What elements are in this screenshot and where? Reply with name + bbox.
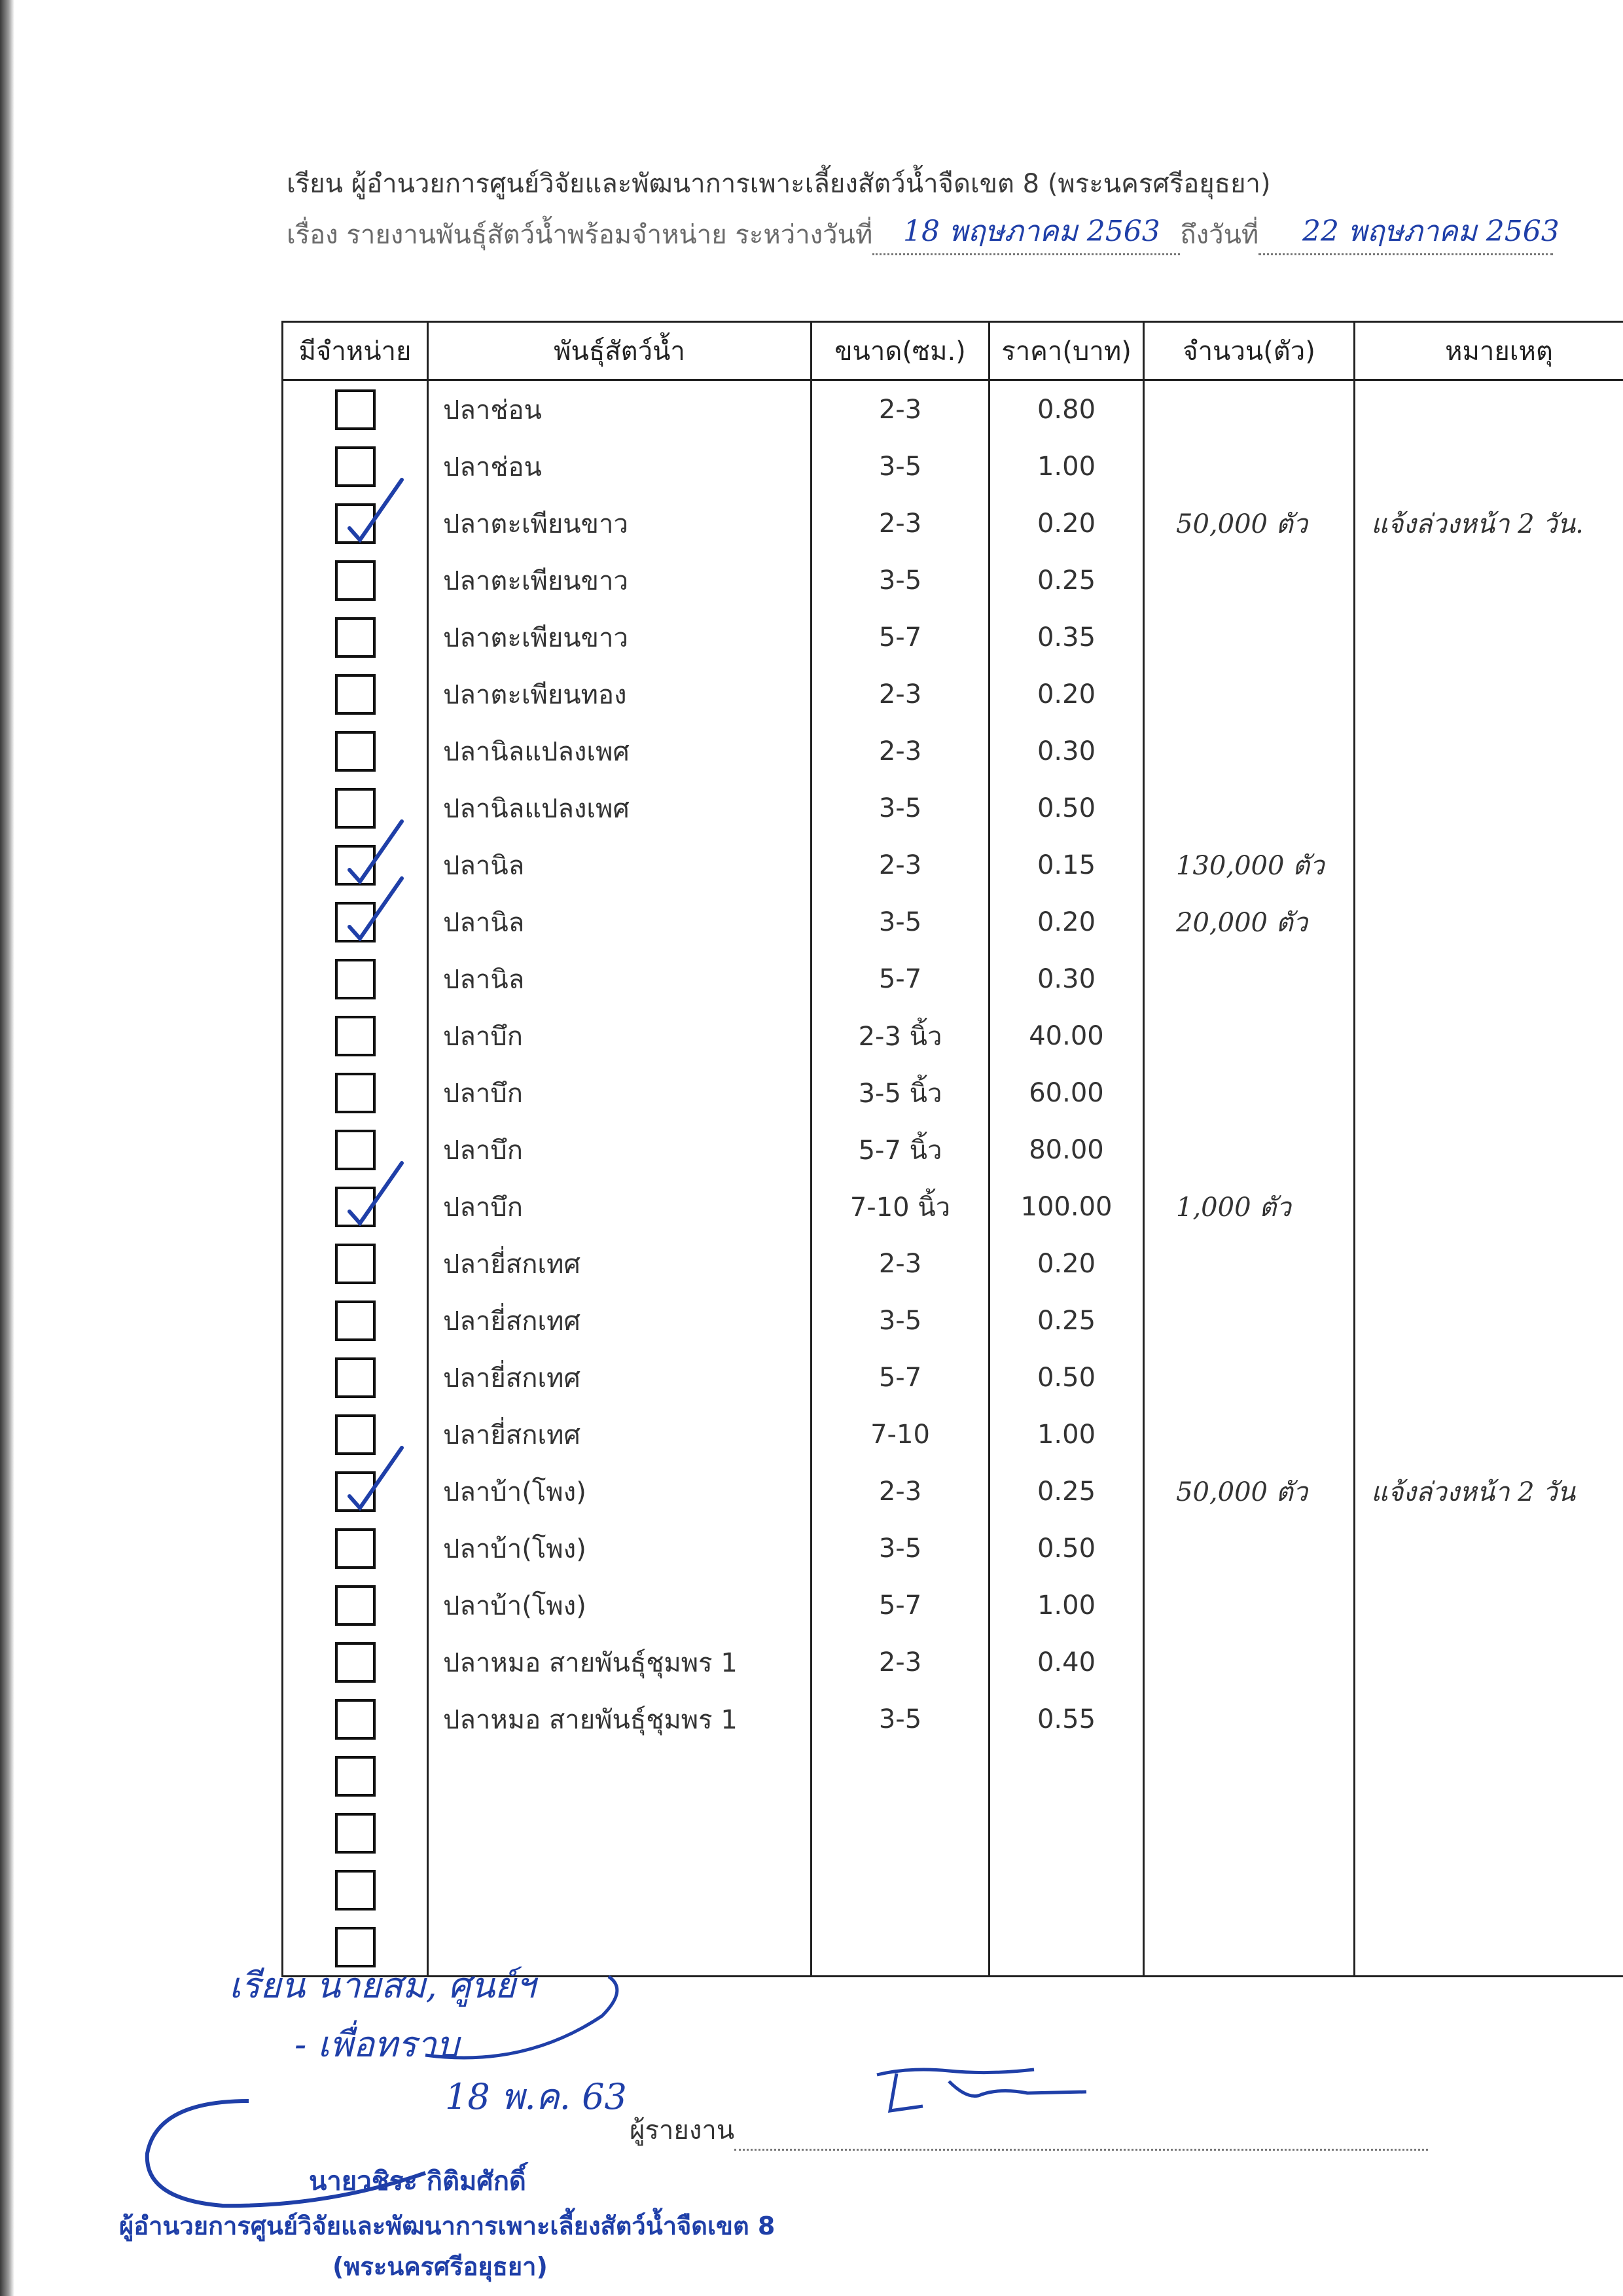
quantity-cell bbox=[1144, 1121, 1355, 1178]
species-cell bbox=[428, 1748, 812, 1804]
quantity-cell bbox=[1144, 1804, 1355, 1861]
price-cell: 0.20 bbox=[990, 893, 1144, 950]
check-mark-icon bbox=[342, 1160, 407, 1226]
remarks-cell bbox=[1355, 893, 1623, 950]
size-cell bbox=[812, 1861, 990, 1918]
species-cell: ปลาช่อน bbox=[428, 438, 812, 495]
size-cell: 3-5 bbox=[812, 1520, 990, 1577]
remarks-cell bbox=[1355, 1064, 1623, 1121]
quantity-cell bbox=[1144, 1064, 1355, 1121]
available-cell bbox=[283, 666, 428, 723]
scan-edge bbox=[0, 0, 14, 2296]
remarks-cell bbox=[1355, 666, 1623, 723]
price-cell: 0.50 bbox=[990, 1520, 1144, 1577]
availability-checkbox[interactable] bbox=[335, 674, 376, 715]
species-cell: ปลายี่สกเทศ bbox=[428, 1349, 812, 1406]
approval-note-2: - เพื่อทราบ bbox=[294, 2024, 459, 2065]
table-row bbox=[283, 780, 1623, 836]
remarks-cell bbox=[1355, 552, 1623, 609]
available-cell bbox=[283, 1634, 428, 1691]
size-cell: 5-7 นิ้ว bbox=[812, 1121, 990, 1178]
available-cell bbox=[283, 1804, 428, 1861]
available-cell bbox=[283, 552, 428, 609]
availability-checkbox[interactable] bbox=[335, 731, 376, 772]
remarks-cell: แจ้งล่วงหน้า 2 วัน. bbox=[1355, 495, 1623, 552]
species-cell: ปลาตะเพียนขาว bbox=[428, 495, 812, 552]
species-cell: ปลาตะเพียนขาว bbox=[428, 609, 812, 666]
remarks-cell bbox=[1355, 1121, 1623, 1178]
species-cell: ปลายี่สกเทศ bbox=[428, 1406, 812, 1463]
quantity-cell bbox=[1144, 1292, 1355, 1349]
table-row bbox=[283, 1292, 1623, 1349]
size-cell: 7-10 นิ้ว bbox=[812, 1178, 990, 1235]
available-cell bbox=[283, 950, 428, 1007]
price-cell: 0.40 bbox=[990, 1634, 1144, 1691]
quantity-cell: 50,000 ตัว bbox=[1144, 495, 1355, 552]
quantity-cell: 50,000 ตัว bbox=[1144, 1463, 1355, 1520]
available-cell bbox=[283, 1292, 428, 1349]
size-cell: 5-7 bbox=[812, 1349, 990, 1406]
availability-checkbox[interactable] bbox=[335, 617, 376, 658]
availability-checkbox[interactable] bbox=[335, 1585, 376, 1626]
table-row bbox=[283, 609, 1623, 666]
price-cell: 0.20 bbox=[990, 1235, 1144, 1292]
price-cell: 0.55 bbox=[990, 1691, 1144, 1748]
available-cell bbox=[283, 893, 428, 950]
table-row bbox=[283, 723, 1623, 780]
size-cell: 3-5 bbox=[812, 1292, 990, 1349]
table-row bbox=[283, 1406, 1623, 1463]
availability-checkbox[interactable] bbox=[335, 389, 376, 430]
quantity-cell bbox=[1144, 950, 1355, 1007]
size-cell bbox=[812, 1918, 990, 1977]
remarks-cell bbox=[1355, 1804, 1623, 1861]
species-cell: ปลานิลแปลงเพศ bbox=[428, 780, 812, 836]
table-row bbox=[283, 1007, 1623, 1064]
quantity-cell bbox=[1144, 666, 1355, 723]
species-cell bbox=[428, 1804, 812, 1861]
remarks-cell bbox=[1355, 836, 1623, 893]
price-cell: 0.30 bbox=[990, 723, 1144, 780]
remarks-cell bbox=[1355, 1349, 1623, 1406]
price-cell: 60.00 bbox=[990, 1064, 1144, 1121]
table-row bbox=[283, 1634, 1623, 1691]
remarks-cell bbox=[1355, 1007, 1623, 1064]
available-cell bbox=[283, 1007, 428, 1064]
species-cell: ปลานิล bbox=[428, 950, 812, 1007]
available-cell bbox=[283, 1520, 428, 1577]
table-row bbox=[283, 1463, 1623, 1520]
availability-checkbox[interactable] bbox=[335, 1471, 376, 1512]
availability-checkbox[interactable] bbox=[335, 560, 376, 601]
price-cell: 1.00 bbox=[990, 1577, 1144, 1634]
price-cell bbox=[990, 1804, 1144, 1861]
quantity-cell bbox=[1144, 1691, 1355, 1748]
available-cell bbox=[283, 1178, 428, 1235]
remarks-cell bbox=[1355, 1292, 1623, 1349]
species-cell: ปลาบึก bbox=[428, 1178, 812, 1235]
quantity-cell bbox=[1144, 380, 1355, 439]
price-cell bbox=[990, 1748, 1144, 1804]
size-cell: 3-5 bbox=[812, 552, 990, 609]
available-cell bbox=[283, 1748, 428, 1804]
size-cell: 2-3 bbox=[812, 1463, 990, 1520]
price-cell: 0.30 bbox=[990, 950, 1144, 1007]
table-row bbox=[283, 836, 1623, 893]
table-row bbox=[283, 1804, 1623, 1861]
available-cell bbox=[283, 1349, 428, 1406]
price-cell: 0.20 bbox=[990, 495, 1144, 552]
species-cell: ปลาช่อน bbox=[428, 380, 812, 439]
price-cell: 0.50 bbox=[990, 780, 1144, 836]
table-row bbox=[283, 1748, 1623, 1804]
size-cell: 2-3 bbox=[812, 723, 990, 780]
size-cell: 2-3 bbox=[812, 666, 990, 723]
available-cell bbox=[283, 723, 428, 780]
price-cell: 0.80 bbox=[990, 380, 1144, 439]
quantity-cell bbox=[1144, 552, 1355, 609]
remarks-cell bbox=[1355, 950, 1623, 1007]
availability-checkbox[interactable] bbox=[335, 959, 376, 999]
size-cell: 3-5 bbox=[812, 893, 990, 950]
quantity-cell bbox=[1144, 1406, 1355, 1463]
size-cell: 2-3 นิ้ว bbox=[812, 1007, 990, 1064]
table-row bbox=[283, 1235, 1623, 1292]
remarks-cell bbox=[1355, 1918, 1623, 1977]
size-cell: 3-5 นิ้ว bbox=[812, 1064, 990, 1121]
size-cell bbox=[812, 1804, 990, 1861]
quantity-cell bbox=[1144, 1235, 1355, 1292]
availability-checkbox[interactable] bbox=[335, 1699, 376, 1740]
remarks-cell bbox=[1355, 1748, 1623, 1804]
price-cell: 0.15 bbox=[990, 836, 1144, 893]
check-mark-icon bbox=[342, 477, 407, 543]
from-date: 18 พฤษภาคม 2563 bbox=[903, 215, 1160, 248]
remarks-cell bbox=[1355, 609, 1623, 666]
quantity-cell bbox=[1144, 780, 1355, 836]
availability-checkbox[interactable] bbox=[335, 1870, 376, 1910]
price-cell bbox=[990, 1918, 1144, 1977]
table-row bbox=[283, 1691, 1623, 1748]
header-available: มีจำหน่าย bbox=[283, 322, 428, 380]
approval-note-3: 18 พ.ค. 63 bbox=[445, 2076, 627, 2117]
remarks-cell: แจ้งล่วงหน้า 2 วัน bbox=[1355, 1463, 1623, 1520]
available-cell bbox=[283, 1064, 428, 1121]
quantity-cell: 20,000 ตัว bbox=[1144, 893, 1355, 950]
species-cell bbox=[428, 1861, 812, 1918]
remarks-cell bbox=[1355, 1691, 1623, 1748]
header-price: ราคา(บาท) bbox=[990, 322, 1144, 380]
to-date-label: ถึงวันที่ bbox=[1180, 220, 1259, 250]
subject-prefix: เรื่อง รายงานพันธุ์สัตว์น้ำพร้อมจำหน่าย ระหว่างวันที่ bbox=[287, 220, 873, 250]
species-cell: ปลานิล bbox=[428, 836, 812, 893]
quantity-cell bbox=[1144, 1577, 1355, 1634]
check-mark-icon bbox=[342, 876, 407, 941]
size-cell: 2-3 bbox=[812, 495, 990, 552]
quantity-cell bbox=[1144, 1349, 1355, 1406]
price-cell: 100.00 bbox=[990, 1178, 1144, 1235]
table-row bbox=[283, 950, 1623, 1007]
table-row bbox=[283, 380, 1623, 439]
approver-title: ผู้อำนวยการศูนย์วิจัยและพัฒนาการเพาะเลี้ยงสัตว์น้ำจืดเขต 8 bbox=[119, 2212, 776, 2240]
availability-checkbox[interactable] bbox=[335, 1300, 376, 1341]
price-cell: 0.25 bbox=[990, 1292, 1144, 1349]
quantity-cell bbox=[1144, 1634, 1355, 1691]
price-cell: 0.50 bbox=[990, 1349, 1144, 1406]
price-cell bbox=[990, 1861, 1144, 1918]
quantity-cell: 130,000 ตัว bbox=[1144, 836, 1355, 893]
table-row bbox=[283, 552, 1623, 609]
availability-checkbox[interactable] bbox=[335, 1357, 376, 1398]
available-cell bbox=[283, 609, 428, 666]
size-cell: 3-5 bbox=[812, 1691, 990, 1748]
quantity-cell bbox=[1144, 1007, 1355, 1064]
available-cell bbox=[283, 1861, 428, 1918]
price-cell: 0.25 bbox=[990, 1463, 1144, 1520]
availability-checkbox[interactable] bbox=[335, 1187, 376, 1227]
available-cell bbox=[283, 495, 428, 552]
remarks-cell bbox=[1355, 438, 1623, 495]
check-mark-icon bbox=[342, 819, 407, 884]
availability-checkbox[interactable] bbox=[335, 1813, 376, 1854]
table-header-row bbox=[283, 322, 1623, 380]
species-cell: ปลานิล bbox=[428, 893, 812, 950]
size-cell: 5-7 bbox=[812, 1577, 990, 1634]
quantity-cell bbox=[1144, 723, 1355, 780]
quantity-cell bbox=[1144, 1520, 1355, 1577]
remarks-cell bbox=[1355, 1520, 1623, 1577]
reporter-signature bbox=[870, 2055, 1093, 2127]
species-cell: ปลาบึก bbox=[428, 1064, 812, 1121]
available-cell bbox=[283, 1463, 428, 1520]
size-cell: 2-3 bbox=[812, 380, 990, 439]
price-cell: 0.20 bbox=[990, 666, 1144, 723]
remarks-cell bbox=[1355, 1577, 1623, 1634]
species-cell: ปลาตะเพียนทอง bbox=[428, 666, 812, 723]
table-row bbox=[283, 1121, 1623, 1178]
check-mark-icon bbox=[342, 1445, 407, 1511]
species-cell: ปลาหมอ สายพันธุ์ชุมพร 1 bbox=[428, 1691, 812, 1748]
size-cell: 7-10 bbox=[812, 1406, 990, 1463]
remarks-cell bbox=[1355, 1861, 1623, 1918]
remarks-cell bbox=[1355, 380, 1623, 439]
to-date: 22 พฤษภาคม 2563 bbox=[1302, 215, 1560, 248]
availability-checkbox[interactable] bbox=[335, 503, 376, 544]
table-row bbox=[283, 438, 1623, 495]
reporter-label: ผู้รายงาน bbox=[630, 2115, 735, 2145]
size-cell: 2-3 bbox=[812, 1634, 990, 1691]
available-cell bbox=[283, 380, 428, 439]
availability-checkbox[interactable] bbox=[335, 902, 376, 942]
size-cell bbox=[812, 1748, 990, 1804]
table-row bbox=[283, 1178, 1623, 1235]
price-cell: 0.25 bbox=[990, 552, 1144, 609]
size-cell: 3-5 bbox=[812, 780, 990, 836]
price-cell: 1.00 bbox=[990, 1406, 1144, 1463]
header-quantity: จำนวน(ตัว) bbox=[1144, 322, 1355, 380]
price-cell: 80.00 bbox=[990, 1121, 1144, 1178]
header-species: พันธุ์สัตว์น้ำ bbox=[428, 322, 812, 380]
size-cell: 5-7 bbox=[812, 950, 990, 1007]
size-cell: 2-3 bbox=[812, 1235, 990, 1292]
availability-checkbox[interactable] bbox=[335, 1642, 376, 1683]
table-row bbox=[283, 666, 1623, 723]
quantity-cell bbox=[1144, 1748, 1355, 1804]
available-cell bbox=[283, 1235, 428, 1292]
table-row bbox=[283, 495, 1623, 552]
reporter-blank bbox=[734, 2129, 1428, 2151]
species-cell: ปลาบ้า(โพง) bbox=[428, 1520, 812, 1577]
species-cell: ปลาหมอ สายพันธุ์ชุมพร 1 bbox=[428, 1634, 812, 1691]
quantity-cell bbox=[1144, 1918, 1355, 1977]
remarks-cell bbox=[1355, 723, 1623, 780]
quantity-cell bbox=[1144, 1861, 1355, 1918]
availability-checkbox[interactable] bbox=[335, 1528, 376, 1569]
available-cell bbox=[283, 1577, 428, 1634]
table-row bbox=[283, 1349, 1623, 1406]
quantity-cell bbox=[1144, 438, 1355, 495]
fish-availability-table bbox=[281, 321, 1623, 1977]
remarks-cell bbox=[1355, 780, 1623, 836]
size-cell: 2-3 bbox=[812, 836, 990, 893]
size-cell: 5-7 bbox=[812, 609, 990, 666]
remarks-cell bbox=[1355, 1178, 1623, 1235]
table-row bbox=[283, 1520, 1623, 1577]
availability-checkbox[interactable] bbox=[335, 1073, 376, 1113]
availability-checkbox[interactable] bbox=[335, 1756, 376, 1797]
size-cell: 3-5 bbox=[812, 438, 990, 495]
species-cell: ปลาบึก bbox=[428, 1007, 812, 1064]
price-cell: 0.35 bbox=[990, 609, 1144, 666]
approver-name: นายวชิระ กิติมศักดิ์ bbox=[309, 2166, 526, 2197]
header-size: ขนาด(ซม.) bbox=[812, 322, 990, 380]
species-cell: ปลาบึก bbox=[428, 1121, 812, 1178]
remarks-cell bbox=[1355, 1406, 1623, 1463]
species-cell: ปลายี่สกเทศ bbox=[428, 1235, 812, 1292]
table-row bbox=[283, 893, 1623, 950]
species-cell: ปลาตะเพียนขาว bbox=[428, 552, 812, 609]
header-remarks: หมายเหตุ bbox=[1355, 322, 1623, 380]
quantity-cell bbox=[1144, 609, 1355, 666]
species-cell: ปลาบ้า(โพง) bbox=[428, 1463, 812, 1520]
remarks-cell bbox=[1355, 1235, 1623, 1292]
species-cell: ปลานิลแปลงเพศ bbox=[428, 723, 812, 780]
approval-note-1: เรียน นายสม, ศูนย์ฯ bbox=[229, 1965, 536, 2006]
price-cell: 40.00 bbox=[990, 1007, 1144, 1064]
addressee-line: เรียน ผู้อำนวยการศูนย์วิจัยและพัฒนาการเพาะเลี้ยงสัตว์น้ำจืดเขต 8 (พระนครศรีอยุธยา) bbox=[287, 169, 1271, 199]
available-cell bbox=[283, 1691, 428, 1748]
table-row bbox=[283, 1861, 1623, 1918]
remarks-cell bbox=[1355, 1634, 1623, 1691]
quantity-cell: 1,000 ตัว bbox=[1144, 1178, 1355, 1235]
price-cell: 1.00 bbox=[990, 438, 1144, 495]
table-row bbox=[283, 1577, 1623, 1634]
approver-location: (พระนครศรีอยุธยา) bbox=[332, 2252, 548, 2281]
table-row bbox=[283, 1064, 1623, 1121]
species-cell: ปลายี่สกเทศ bbox=[428, 1292, 812, 1349]
availability-checkbox[interactable] bbox=[335, 1244, 376, 1284]
availability-checkbox[interactable] bbox=[335, 1016, 376, 1056]
species-cell: ปลาบ้า(โพง) bbox=[428, 1577, 812, 1634]
